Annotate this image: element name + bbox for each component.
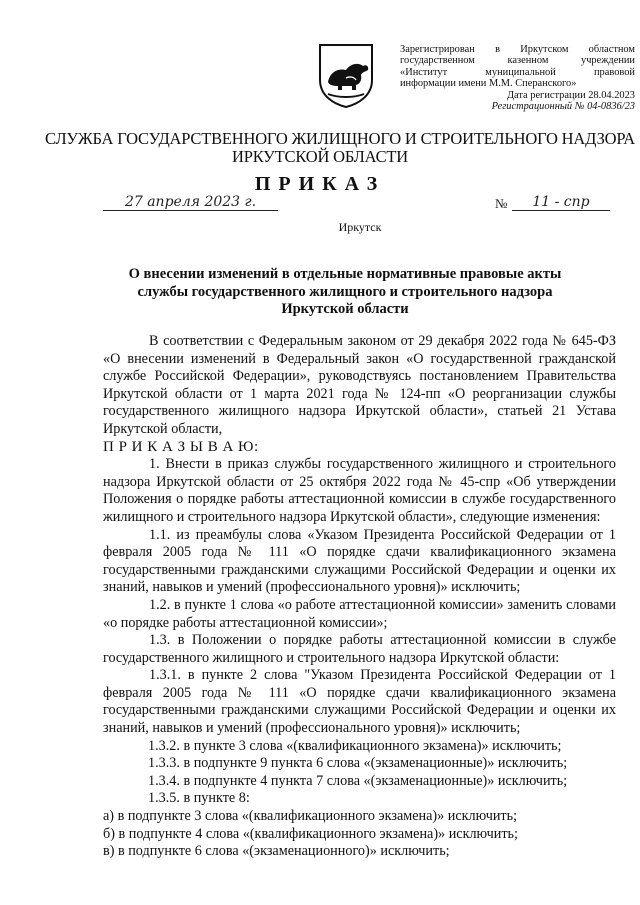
title-line: службы государственного жилищного и строительного надзора <box>137 283 553 300</box>
agency-name-line1: СЛУЖБА ГОСУДАРСТВЕННОГО ЖИЛИЩНОГО И СТРОИТЕЛЬНОГО НАДЗОРА <box>45 129 635 148</box>
paragraph-1-3-1: 1.3.1. в пункте 2 слова "Указом Президента Российской Федерации от 1 февраля 2005 года № 111 «О порядке сдачи квалификационного экзамена государственными гражданскими служащими Российской Федерации и оценки их знаний, навыков и умений (профессионального уровня)» исключить; <box>103 667 616 737</box>
registration-line: «Институт муниципальной правовой <box>400 66 635 78</box>
order-date-handwritten: 27 апреля 2023 г. <box>103 194 278 211</box>
registration-line: информации имени М.М. Сперанского» <box>400 78 577 90</box>
order-number-handwritten: 11 - спр <box>512 194 610 211</box>
document-type: ПРИКАЗ <box>254 173 386 195</box>
city: Иркутск <box>338 220 382 234</box>
registration-stamp <box>400 44 635 112</box>
paragraph-1-1: 1.1. из преамбулы слова «Указом Президента Российской Федерации от 1 февраля 2005 года № 111 «О порядке сдачи квалификационного экзамена государственными гражданскими служащими Российской Федерации и оценки их знаний, навыков и умений (профессионального уровня)» исключить; <box>103 526 616 596</box>
registration-date: Дата регистрации 28.04.2023 <box>506 89 635 101</box>
subitem-b: б) в подпункте 4 слова «(квалификационного экзамена)» исключить; <box>103 825 518 842</box>
registration-line: Зарегистрирован в Иркутском областном <box>400 44 635 55</box>
registration-number: Регистрационный № 04-0836/23 <box>491 101 635 113</box>
agency-name-line2: ИРКУТСКОЙ ОБЛАСТИ <box>232 147 408 166</box>
paragraph-1-3: 1.3. в Положении о порядке работы аттестационной комиссии в службе государственного жилищного и строительного надзора Иркутской области: <box>103 632 616 666</box>
paragraph-1: 1. Внести в приказ службы государственного жилищного и строительного надзора Иркутской области от 25 октября 2022 года № 45-спр «Об утверждении Положения о порядке работы аттестационной комиссии в службе государственного жилищного и строительного надзора Иркутской области», следующие изменения: <box>103 456 616 525</box>
paragraph-1-2: 1.2. в пункте 1 слова «о работе аттестационной комиссии» заменить словами «о порядке работы аттестационной комиссии»; <box>103 596 616 631</box>
registration-line: государственном казенном учреждении <box>400 55 635 67</box>
title-line: О внесении изменений в отдельные нормативные правовые акты <box>128 266 562 282</box>
document-body <box>103 333 616 861</box>
paragraph-1-3-4: 1.3.4. в подпункте 4 пункта 7 слова «(экзаменационные)» исключить; <box>148 772 568 789</box>
preamble-paragraph: В соответствии с Федеральным законом от 29 декабря 2022 года № 645-ФЗ «О внесении изменений в Федеральный закон «О государственной гражданской службе Российской Федерации», руководствуясь постановлением Правительства Иркутской области от 1 марта 2021 года № 124-пп «О реорганизации службы государственного жилищного надзора Иркутской области», статьей 21 Устава Иркутской области, <box>103 333 616 437</box>
number-sign: № <box>495 196 508 211</box>
document-title <box>90 266 600 319</box>
paragraph-1-3-5: 1.3.5. в пункте 8: <box>148 790 250 807</box>
title-line: Иркутской области <box>281 301 409 317</box>
subitem-a: а) в подпункте 3 слова «(квалификационного экзамена)» исключить; <box>103 808 518 825</box>
paragraph-1-3-3: 1.3.3. в подпункте 9 пункта 6 слова «(экзаменационные)» исключить; <box>148 755 568 772</box>
subitem-v: в) в подпункте 6 слова «(экзаменационного)» исключить; <box>103 843 450 860</box>
paragraph-1-3-2: 1.3.2. в пункте 3 слова «(квалификационного экзамена)» исключить; <box>148 737 562 754</box>
order-word: П Р И К А З Ы В А Ю: <box>103 438 259 455</box>
coat-of-arms-emblem <box>316 42 376 108</box>
